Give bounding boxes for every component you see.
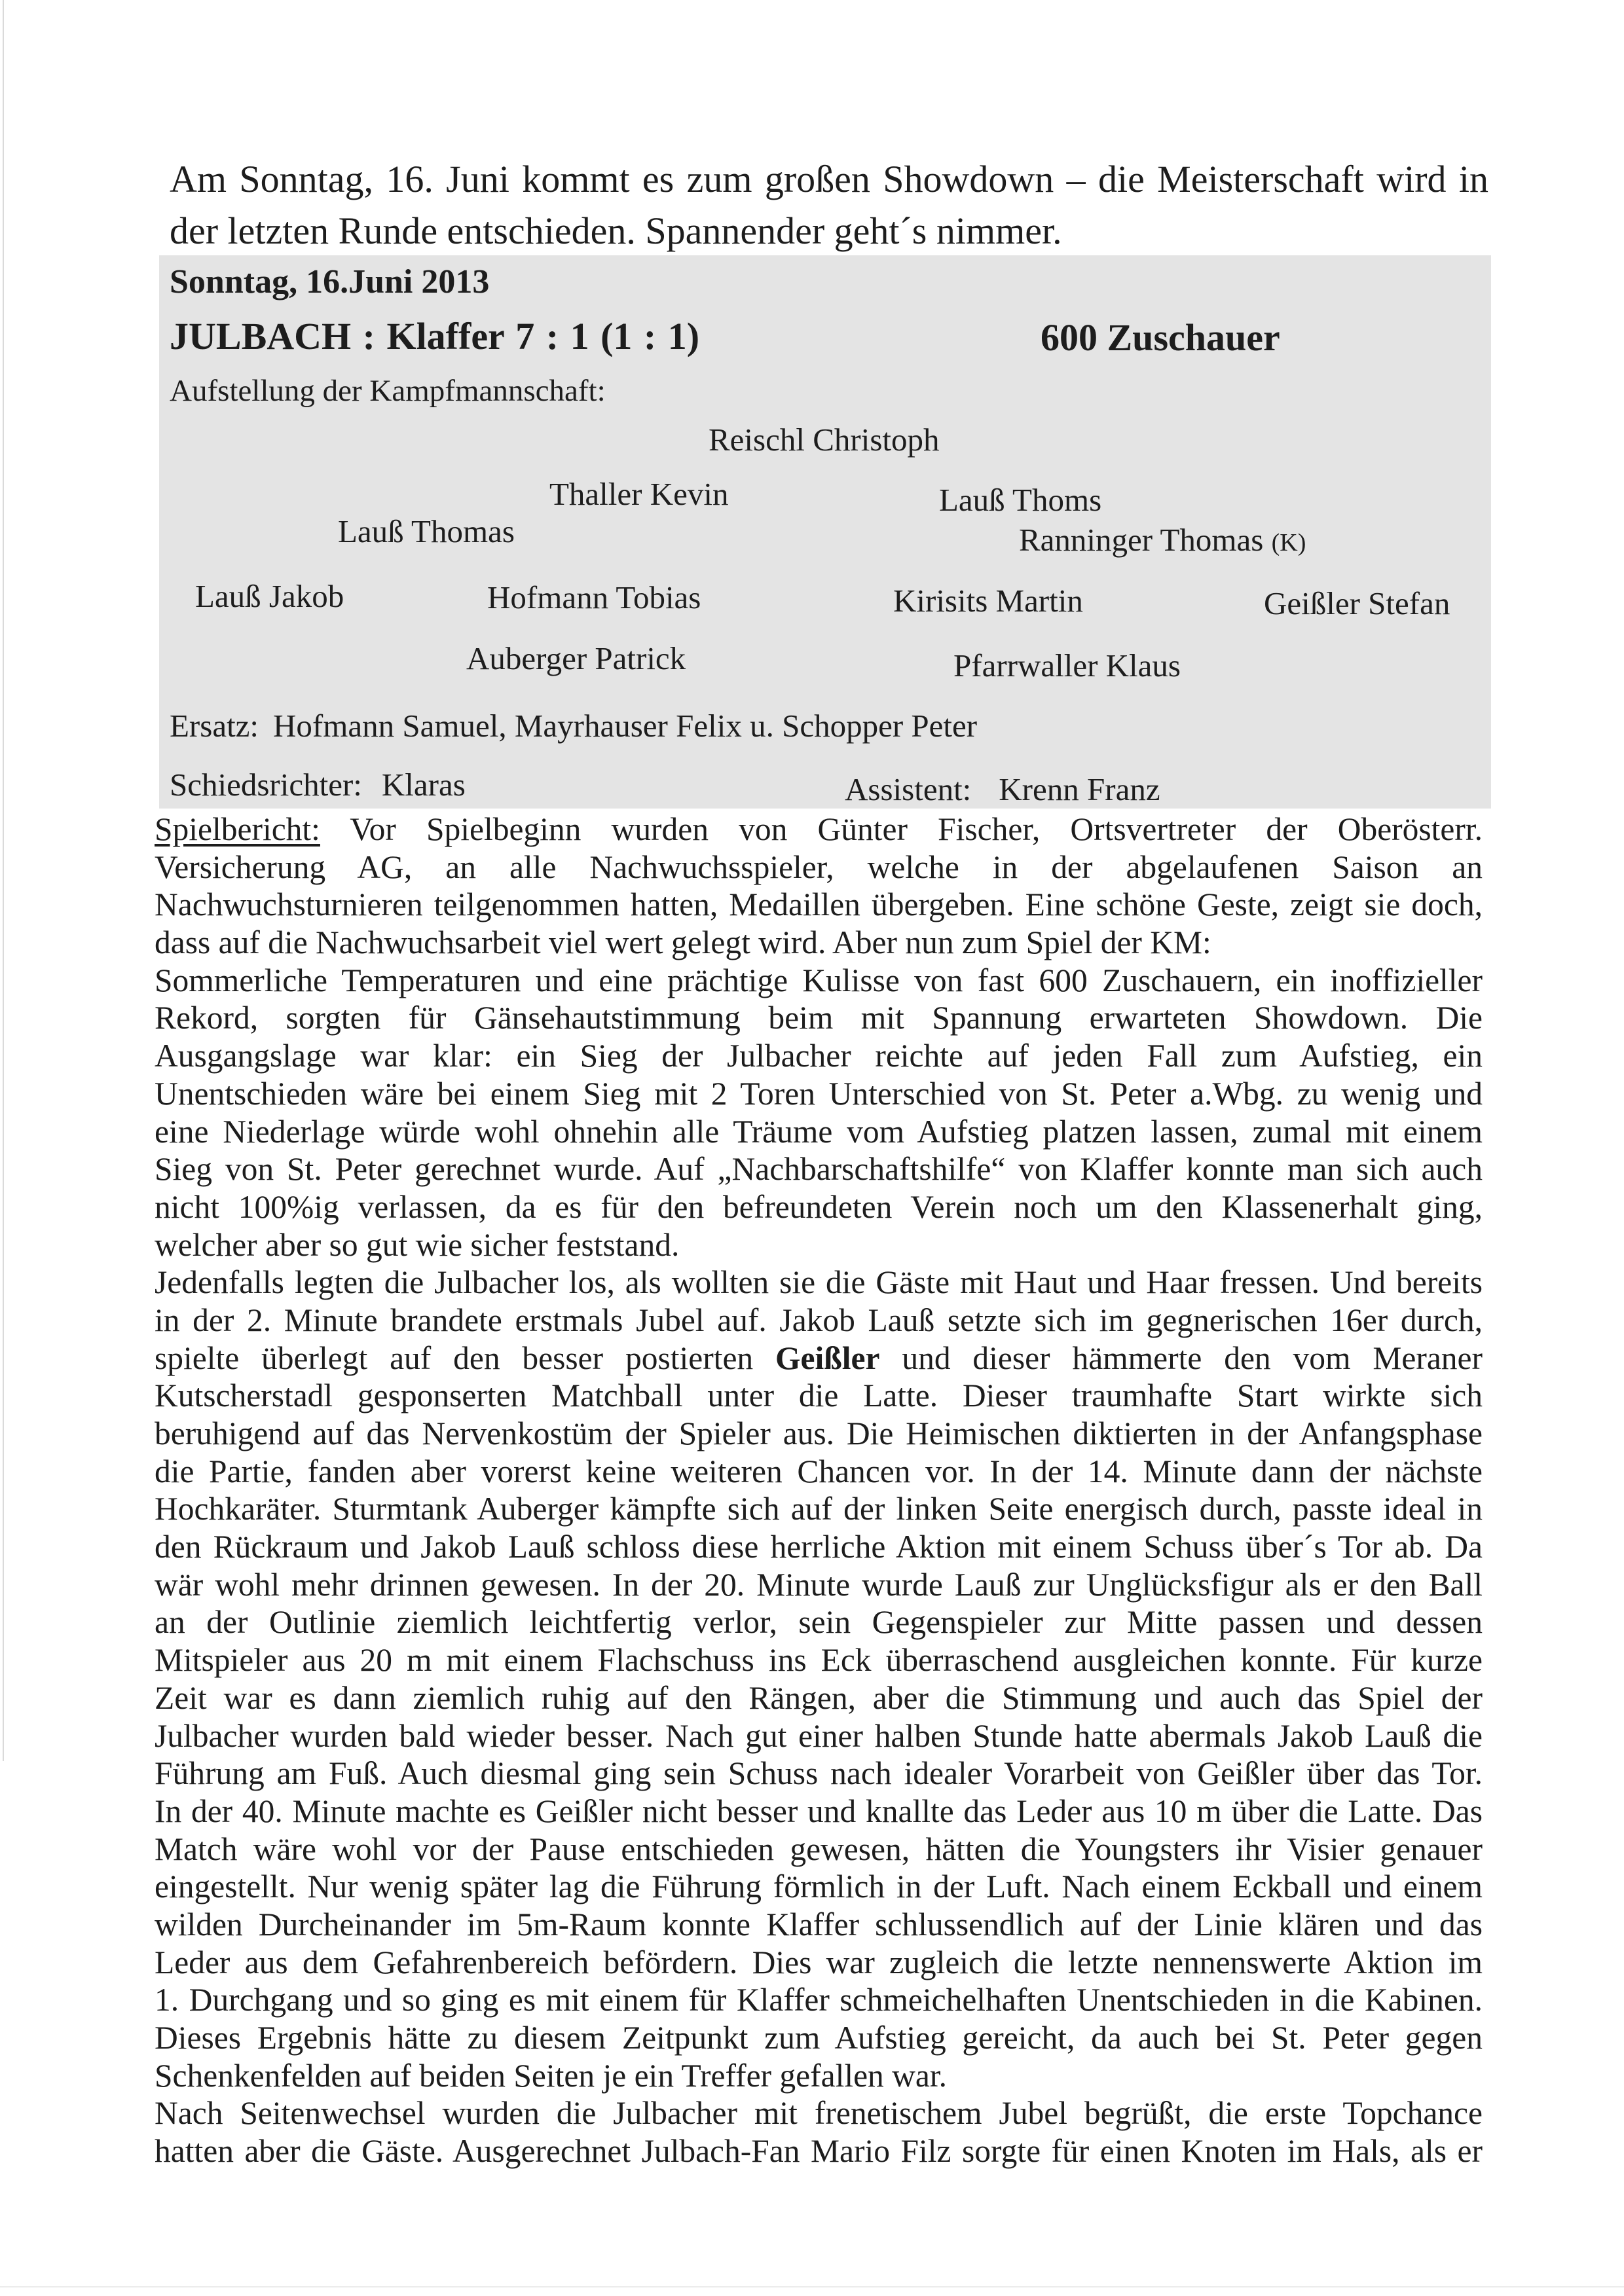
report-line: Hochkaräter. Sturmtank Auberger kämpfte sich auf der linken Seite energisch durch, passte ideal in <box>155 1491 1483 1527</box>
lineup-player-captain <box>1019 520 1306 560</box>
intro-paragraph <box>170 153 1488 257</box>
substitutes-row <box>170 706 977 746</box>
report-line: Sommerliche Temperaturen und eine prächtige Kulisse von fast 600 Zuschauern, ein inoffizieller <box>155 962 1483 998</box>
report-line: hatten aber die Gäste. Ausgerechnet Julbach-Fan Mario Filz sorgte für einen Knoten im Hals, als er <box>155 2133 1483 2170</box>
lineup-player: Thaller Kevin <box>549 476 729 512</box>
report-line: beruhigend auf das Nervenkostüm der Spieler aus. Die Heimischen diktierten in der Anfangsphase <box>155 1415 1483 1451</box>
highlighted-player: Geißler <box>775 1339 880 1376</box>
lineup-player: Lauß Jakob <box>195 578 344 614</box>
intro-line: der letzten Runde entschieden. Spannender geht´s nimmer. <box>170 210 1062 252</box>
report-line: Mitspieler aus 20 m mit einem Flachschuss ins Eck überraschend ausgleichen konnte. Für kurze <box>155 1642 1483 1679</box>
player-name: Ranninger Thomas <box>1019 522 1264 558</box>
report-line: Jedenfalls legten die Julbacher los, als wollten sie die Gäste mit Haut und Haar fressen. Und bereits <box>155 1264 1483 1301</box>
report-line: Versicherung AG, an alle Nachwuchsspieler, welche in der abgelaufenen Saison an <box>155 848 1483 885</box>
referee-name: Klaras <box>381 767 466 803</box>
lineup-player: Reischl Christoph <box>709 422 940 458</box>
scan-edge-bottom <box>0 2286 1624 2287</box>
report-line: Nach Seitenwechsel wurden die Julbacher mit frenetischem Jubel begrüßt, die erste Topchance <box>155 2095 1483 2132</box>
report-line: Dieses Ergebnis hätte zu diesem Zeitpunkt zum Aufstieg gereicht, da auch bei St. Peter gegen <box>155 2020 1483 2056</box>
report-line: Schenkenfelden auf beiden Seiten je ein Treffer gefallen war. <box>155 2057 948 2094</box>
referee-label: Schiedsrichter: <box>170 767 362 803</box>
report-line: Rekord, sorgten für Gänsehautstimmung beim mit Spannung erwarteten Showdown. Die <box>155 1000 1483 1036</box>
match-date: Sonntag, 16.Juni 2013 <box>170 263 490 301</box>
referee-row <box>170 765 466 805</box>
report-label: Spielbericht: <box>155 811 320 847</box>
report-line: die Partie, fanden aber vorerst keine weiteren Chancen vor. In der 14. Minute dann der nächste <box>155 1453 1483 1489</box>
match-info-box <box>159 255 1491 809</box>
report-line: Nachwuchsturnieren teilgenommen hatten, Medaillen übergeben. Eine schöne Geste, zeigt sie doch, <box>155 886 1483 923</box>
report-line: Julbacher wurden bald wieder besser. Nach gut einer halben Stunde hatte abermals Jakob Lauß die <box>155 1717 1483 1754</box>
report-line: an der Outlinie ziemlich leichtfertig verlor, sein Gegenspieler zur Mitte passen und dessen <box>155 1604 1483 1641</box>
lineup-player: Hofmann Tobias <box>487 579 701 615</box>
spectator-count: 600 Zuschauer <box>1041 316 1280 359</box>
intro-line: Am Sonntag, 16. Juni kommt es zum großen Showdown – die Meisterschaft wird in <box>170 158 1488 200</box>
captain-mark: (K) <box>1271 529 1306 556</box>
report-line <box>155 811 1483 848</box>
match-report <box>155 811 1483 2170</box>
assistant-label: Assistent: <box>845 771 972 807</box>
match-result: JULBACH : Klaffer 7 : 1 (1 : 1) <box>170 315 700 357</box>
report-line: eingestellt. Nur wenig später lag die Führung förmlich in der Luft. Nach einem Eckball und einem <box>155 1868 1483 1905</box>
report-line: eine Niederlage würde wohl ohnehin alle Träume vom Aufstieg platzen lassen, zumal mit einem <box>155 1113 1483 1150</box>
lineup-player: Auberger Patrick <box>466 640 686 676</box>
report-line: Kutscherstadl gesponserten Matchball unter die Latte. Dieser traumhafte Start wirkte sich <box>155 1377 1483 1414</box>
report-line: Sieg von St. Peter gerechnet wurde. Auf „Nachbarschaftshilfe“ von Klaffer konnte man sich auch <box>155 1151 1483 1188</box>
report-line: Unentschieden wäre bei einem Sieg mit 2 Toren Unterschied von St. Peter a.Wbg. zu wenig und <box>155 1075 1483 1112</box>
report-line: nicht 100%ig verlassen, da es für den befreundeten Verein noch um den Klassenerhalt ging, <box>155 1188 1483 1225</box>
report-line: Führung am Fuß. Auch diesmal ging sein Schuss nach idealer Vorarbeit von Geißler über das Tor. <box>155 1755 1483 1792</box>
lineup-player: Pfarrwaller Klaus <box>953 647 1181 683</box>
lineup-player: Lauß Thoms <box>939 482 1102 518</box>
report-line: Leder aus dem Gefahrenbereich befördern. Dies war zugleich die letzte nennenswerte Aktion im <box>155 1944 1483 1980</box>
report-line: Zeit war es dann ziemlich ruhig auf den Rängen, aber die Stimmung und auch das Spiel der <box>155 1679 1483 1716</box>
report-line-text: spielte überlegt auf den besser postierten <box>155 1339 754 1376</box>
assistant-name: Krenn Franz <box>999 771 1160 807</box>
lineup-player: Kirisits Martin <box>893 583 1083 619</box>
report-line: Match wäre wohl vor der Pause entschieden gewesen, hätten die Youngsters ihr Visier genauer <box>155 1831 1483 1867</box>
report-line: wär wohl mehr drinnen gewesen. In der 20. Minute wurde Lauß zur Unglücksfigur als er den Ball <box>155 1566 1483 1603</box>
substitutes-names: Hofmann Samuel, Mayrhauser Felix u. Schopper Peter <box>273 708 978 744</box>
report-line-text: Vor Spielbeginn wurden von Günter Fischer, Ortsvertreter der Oberösterr. <box>350 811 1483 847</box>
report-line: 1. Durchgang und so ging es mit einem für Klaffer schmeichelhaften Unentschieden in die Kabinen. <box>155 1982 1483 2018</box>
lineup-heading: Aufstellung der Kampfmannschaft: <box>170 374 606 408</box>
substitutes-label: Ersatz: <box>170 708 259 744</box>
report-line: welcher aber so gut wie sicher feststand. <box>155 1226 680 1263</box>
report-line: Ausgangslage war klar: ein Sieg der Julbacher reichte auf jeden Fall zum Aufstieg, ein <box>155 1038 1483 1074</box>
report-line <box>155 1339 1483 1377</box>
report-line: In der 40. Minute machte es Geißler nicht besser und knallte das Leder aus 10 m über die Latte. Das <box>155 1793 1483 1829</box>
assistant-row <box>845 770 1160 809</box>
report-line: in der 2. Minute brandete erstmals Jubel auf. Jakob Lauß setzte sich im gegnerischen 16er durch, <box>155 1302 1483 1338</box>
report-line: den Rückraum und Jakob Lauß schloss diese herrliche Aktion mit einem Schuss über´s Tor ab. Da <box>155 1529 1483 1565</box>
lineup-player: Geißler Stefan <box>1264 585 1450 621</box>
report-line-text: und dieser hämmerte den vom Meraner <box>902 1339 1483 1376</box>
report-line: dass auf die Nachwuchsarbeit viel wert gelegt wird. Aber nun zum Spiel der KM: <box>155 924 1211 961</box>
scan-edge-left <box>3 0 4 1761</box>
lineup-player: Lauß Thomas <box>338 513 515 549</box>
report-line: wilden Durcheinander im 5m-Raum konnte Klaffer schlussendlich auf der Linie klären und das <box>155 1906 1483 1942</box>
